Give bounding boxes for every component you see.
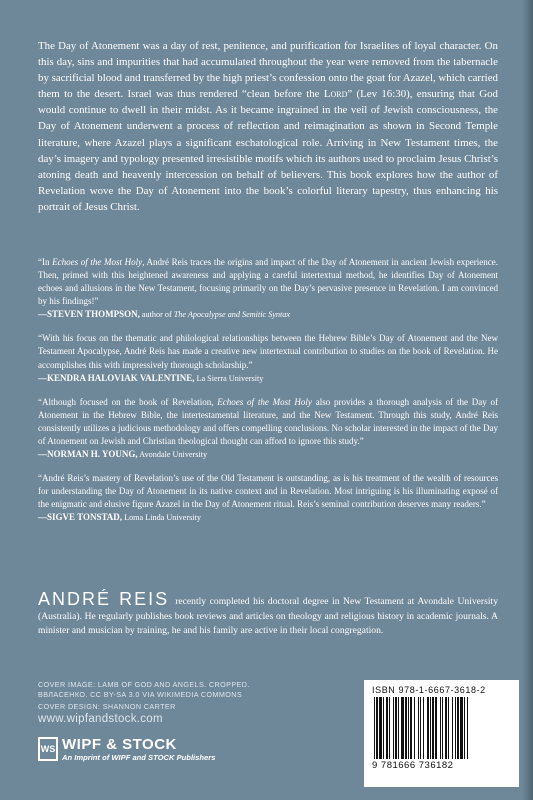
blurb-text-part1: The Day of Atonement was a day of rest, penitence, and purification for Israelites of loyal character. On this day, sins and impurities that had accumulated throughout the year were removed from the tabernacle by sacrificial blood and transferred by the high priest’s confession onto the goat for Azazel, which carried them to the desert. Israel was thus rendered “clean before the	[38, 40, 498, 101]
publisher-logo	[38, 737, 215, 763]
cover-image-credit: COVER IMAGE: LAMB OF GOD AND ANGELS. CROPPED. ВВЛАСЕНКО. CC BY-SA 3.0 VIA WIKIMEDIA COMMONS	[38, 680, 250, 699]
endorsement-2-text: “With his focus on the thematic and philological relationships between the Hebrew Bible’s Day of Atonement and the New Testament Apocalypse, André Reis has made a creative new intertextual contribution to studies on the book of Revelation. He accomplishes this with impressively thorough scholarship.”	[38, 333, 498, 370]
endorsements	[38, 256, 498, 535]
endorsement-1-name: —STEVEN THOMPSON,	[38, 309, 140, 320]
author-bio	[38, 589, 498, 639]
endorsement-2	[38, 332, 498, 384]
spine-edge	[522, 0, 533, 800]
endorsement-1-attribution	[38, 308, 498, 321]
blurb-lord: Lord	[323, 88, 348, 101]
endorsement-3-book-title: Echoes of the Most Holy	[217, 396, 312, 407]
endorsement-4-name: —SIGVE TONSTAD,	[38, 512, 123, 523]
endorsement-2-affiliation: La Sierra University	[194, 373, 264, 383]
publisher-logo-icon: WS	[38, 737, 58, 761]
publisher-text	[62, 737, 215, 763]
endorsement-1-affiliation: author of	[139, 310, 174, 320]
endorsement-3	[38, 396, 498, 461]
endorsement-1-text: “In	[38, 257, 53, 267]
cover-design-credit: COVER DESIGN: SHANNON CARTER	[38, 702, 176, 711]
credits	[38, 680, 288, 725]
author-bio-text: recently completed his doctoral degree in New Testament at Avondale University (Australia). He regularly publishes book reviews and articles on theology and religious history in academic journals. A minister and musician by training, he and his family are active in their local congregation.	[38, 596, 498, 636]
endorsement-4-text: “André Reis’s mastery of Revelation’s use of the Old Testament is outstanding, as is his treatment of the wealth of resources for understanding the Day of Atonement in its native context and in Revelation. Most intriguing is his illuminating exposé of the enigmatic and elusive figure Azazel in the Day of Atonement ritual. Reis’s seminal contribution deserves many readers.”	[38, 473, 498, 510]
book-blurb	[38, 38, 498, 215]
barcode-box	[364, 680, 519, 787]
endorsement-1-text-cont: , André Reis traces the origins and impact of the Day of Atonement in ancient Jewish experience. Then, primed with this heightened awareness and applying a careful intertextual method, he identifies Day of Atonement echoes and allusions in the New Testament, focusing primarily on the Day’s pervasive presence in Revelation. I am convinced by his findings!”	[38, 257, 498, 307]
endorsement-1-book-title: Echoes of the Most Holy	[52, 257, 143, 267]
endorsement-3-name: —NORMAN H. YOUNG,	[38, 449, 138, 460]
blurb-text-part2: ” (Lev 16:30), ensuring that God would continue to dwell in their midst. As it became ingrained in the veil of Jewish consciousness, the Day of Atonement underwent a process of reflection and reimagination as shown in Second Temple literature, where Azazel plays a significant eschatological role. Arriving in New Testament times, the day’s imagery and typology presented irresistible motifs which its authors used to proclaim Jesus Christ’s atoning death and heavenly intercession on behalf of believers. This book explores how the author of Revelation wove the Day of Atonement into the book’s colorful literary tapestry, thus enhancing his portrait of Jesus Christ.	[38, 88, 498, 213]
publisher-imprint: An Imprint of WIPF and STOCK Publishers	[62, 753, 216, 762]
author-name: ANDRÉ REIS	[38, 589, 170, 609]
endorsement-3-text-cont: also provides a thorough analysis of the Day of Atonement in the Hebrew Bible, the intertestamental literature, and the New Testament. Through this study, André Reis consistently utilizes a judicious methodology and offers compelling conclusions. No scholar interested in the impact of the Day of Atonement on Jewish and Christian theological thought can afford to ignore this study.”	[38, 396, 499, 446]
endorsement-2-attribution	[38, 372, 498, 385]
endorsement-1	[38, 256, 498, 321]
barcode-icon	[372, 697, 511, 759]
endorsement-4-attribution	[38, 511, 498, 524]
endorsement-3-text: “Although focused on the book of Revelation,	[38, 396, 218, 407]
publisher-name: WIPF & STOCK	[62, 736, 177, 753]
isbn-label: ISBN 978-1-6667-3618-2	[372, 685, 486, 695]
publisher-website: www.wipfandstock.com	[38, 712, 163, 725]
endorsement-4-affiliation: Loma Linda University	[122, 513, 201, 523]
endorsement-3-affiliation: Avondale University	[137, 450, 208, 460]
endorsement-1-affiliation-title: The Apocalypse and Semitic Syntax	[173, 310, 291, 320]
endorsement-3-attribution	[38, 448, 498, 461]
endorsement-2-name: —KENDRA HALOVIAK VALENTINE,	[38, 372, 195, 383]
barcode-digits: 9 781666 736182	[372, 760, 454, 771]
endorsement-4	[38, 472, 498, 524]
